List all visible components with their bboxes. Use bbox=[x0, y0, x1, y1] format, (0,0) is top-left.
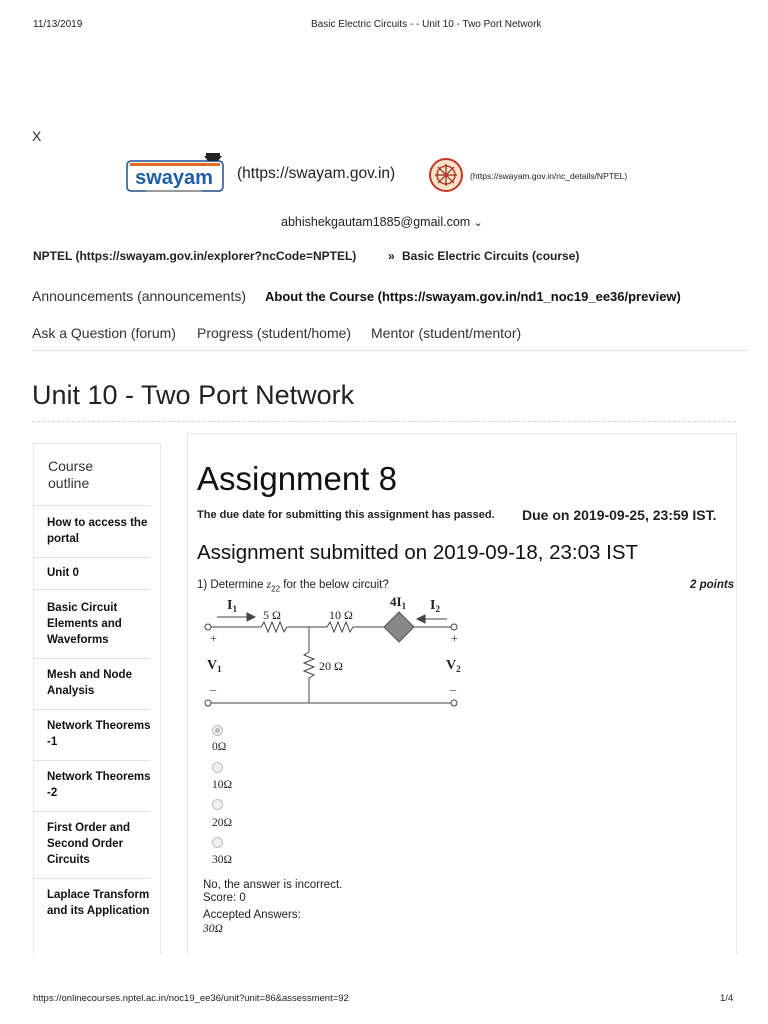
option-3-radio[interactable] bbox=[212, 837, 223, 848]
divider bbox=[34, 709, 150, 710]
breadcrumb-nptel[interactable]: NPTEL (https://swayam.gov.in/explorer?ncCode=NPTEL) bbox=[33, 249, 357, 263]
sidebar-item-laplace[interactable]: Laplace Transform and its Application bbox=[47, 889, 150, 917]
course-outline-sidebar bbox=[33, 443, 161, 954]
v2-minus-sign: – bbox=[450, 682, 456, 696]
nptel-link[interactable]: (https://swayam.gov.in/nc_details/NPTEL) bbox=[470, 171, 628, 181]
divider bbox=[34, 505, 150, 506]
user-menu[interactable] bbox=[281, 215, 483, 229]
option-1-radio[interactable] bbox=[212, 762, 223, 773]
two-port-circuit-diagram bbox=[203, 592, 475, 710]
print-page-number: 1/4 bbox=[720, 993, 734, 1004]
option-0-radio[interactable] bbox=[212, 725, 223, 736]
print-title: Basic Electric Circuits - - Unit 10 - Two Port Network bbox=[311, 19, 542, 30]
z-symbol: z bbox=[266, 579, 272, 591]
course-outline-heading: Course outline bbox=[48, 458, 94, 491]
nav-progress[interactable]: Progress (student/home) bbox=[197, 325, 352, 341]
swayam-logo[interactable] bbox=[126, 152, 234, 198]
nav-divider bbox=[32, 350, 749, 351]
title-divider bbox=[32, 421, 736, 422]
print-url: https://onlinecourses.nptel.ac.in/noc19_ee36/unit?unit=86&assessment=92 bbox=[33, 993, 349, 1004]
nav-about-course[interactable]: About the Course (https://swayam.gov.in/nd1_noc19_ee36/preview) bbox=[265, 289, 681, 304]
breadcrumb-course[interactable]: Basic Electric Circuits (course) bbox=[402, 249, 580, 263]
resistor-20-label: 20 Ω bbox=[319, 659, 343, 673]
divider bbox=[34, 658, 150, 659]
sidebar-item-how-to-access[interactable]: How to access the portal bbox=[47, 517, 148, 545]
assignment-title: Assignment 8 bbox=[197, 460, 397, 497]
due-date: Due on 2019-09-25, 23:59 IST. bbox=[522, 507, 717, 523]
sidebar-item-basic-circuit[interactable]: Basic Circuit Elements and Waveforms bbox=[47, 602, 122, 646]
v2-plus-sign: + bbox=[451, 631, 458, 645]
accepted-answers-label: Accepted Answers: bbox=[203, 909, 301, 921]
resistor-10-label: 10 Ω bbox=[329, 608, 353, 622]
divider bbox=[34, 878, 150, 879]
v1-plus-sign: + bbox=[210, 631, 217, 645]
score: Score: 0 bbox=[203, 892, 246, 904]
divider bbox=[34, 760, 150, 761]
question-points: 2 points bbox=[690, 579, 735, 591]
submission-status: Assignment submitted on 2019-09-18, 23:03 IST bbox=[197, 541, 639, 564]
due-passed-message: The due date for submitting this assignment has passed. bbox=[197, 509, 495, 521]
option-1-label: 10Ω bbox=[212, 779, 233, 791]
sidebar-item-mesh-node[interactable]: Mesh and Node Analysis bbox=[47, 669, 132, 697]
voltage-v1-label: $V_1$ bbox=[207, 658, 222, 674]
swayam-link[interactable]: (https://swayam.gov.in) bbox=[237, 165, 396, 182]
accepted-answer-value: 30Ω bbox=[203, 923, 223, 935]
divider bbox=[34, 811, 150, 812]
divider bbox=[34, 589, 150, 590]
sidebar-item-unit-0[interactable]: Unit 0 bbox=[47, 567, 79, 579]
current-i2-label: $I_2$ bbox=[430, 598, 440, 614]
option-2-radio[interactable] bbox=[212, 799, 223, 810]
question-text: 1) Determine $z_{22}$ for the below circuit? bbox=[197, 579, 389, 594]
sidebar-item-network-theorems-1[interactable]: Network Theorems -1 bbox=[47, 720, 151, 748]
divider bbox=[34, 557, 150, 558]
option-3-label: 30Ω bbox=[212, 854, 233, 866]
resistor-5-label: 5 Ω bbox=[263, 608, 281, 622]
result-message: No, the answer is incorrect. bbox=[203, 879, 343, 891]
v1-minus-sign: – bbox=[210, 682, 216, 696]
user-email: abhishekgautam1885@gmail.com bbox=[281, 215, 471, 229]
page-title: Unit 10 - Two Port Network bbox=[32, 380, 355, 410]
nav-mentor[interactable]: Mentor (student/mentor) bbox=[371, 325, 522, 341]
option-2-label: 20Ω bbox=[212, 817, 233, 829]
print-date: 11/13/2019 bbox=[33, 19, 83, 30]
swayam-logo-text: swayam bbox=[135, 167, 213, 189]
current-i1-label: $I_1$ bbox=[227, 598, 237, 614]
sidebar-item-network-theorems-2[interactable]: Network Theorems -2 bbox=[47, 771, 151, 799]
option-0-label: 0Ω bbox=[212, 741, 227, 753]
nav-forum[interactable]: Ask a Question (forum) bbox=[32, 325, 176, 341]
breadcrumb-separator: » bbox=[388, 249, 395, 263]
voltage-v2-label: $V_2$ bbox=[446, 658, 461, 674]
dependent-source-label: $4I_1$ bbox=[390, 594, 407, 611]
chevron-down-icon: ⌄ bbox=[473, 217, 483, 229]
close-button[interactable]: X bbox=[32, 128, 42, 144]
sidebar-item-first-second-order[interactable]: First Order and Second Order Circuits bbox=[47, 822, 131, 866]
nav-announcements[interactable]: Announcements (announcements) bbox=[32, 288, 247, 304]
nptel-logo[interactable] bbox=[428, 156, 464, 194]
